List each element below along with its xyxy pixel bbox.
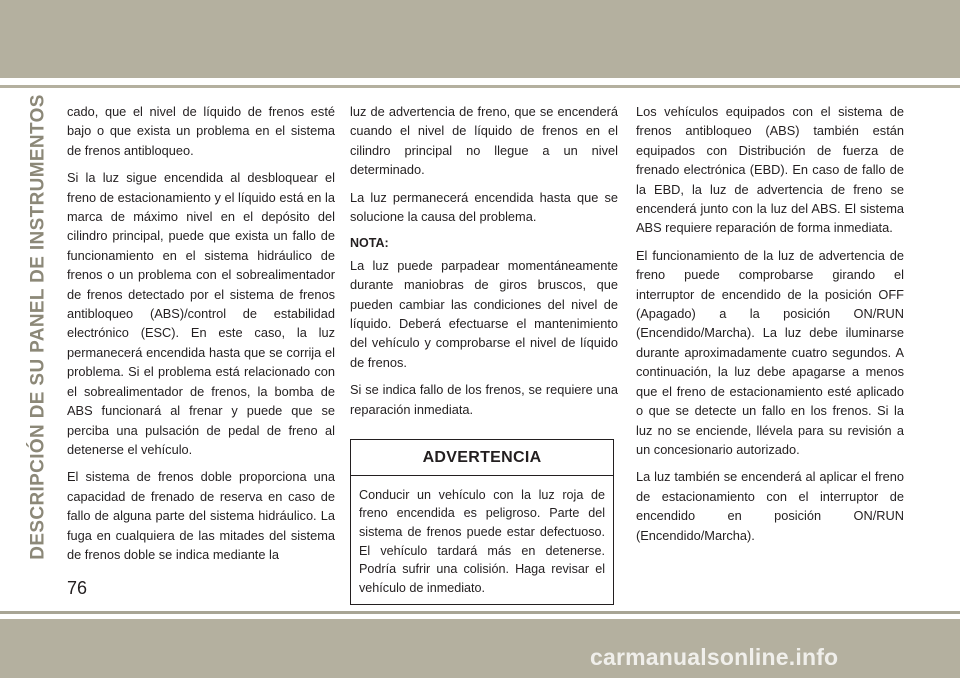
paragraph: La luz permanecerá encendida hasta que se solucione la causa del problema. (350, 189, 618, 225)
paragraph: cado, que el nivel de líquido de frenos esté bajo o que exista un problema en el sistema de frenos antibloqueo. (67, 104, 335, 158)
text-column-2 (350, 102, 618, 605)
page-number: 76 (67, 578, 88, 598)
header-rule (0, 85, 960, 88)
paragraph: Los vehículos equipados con el sistema de frenos antibloqueo (ABS) también están equipados con Distribución de fuerza de frenado electrónica (EBD). En caso de fallo de la EBD, la luz de advertencia de freno se encenderá junto con la luz del ABS. El sistema ABS requiere reparación de forma inmediata. (636, 104, 904, 236)
text-column-1 (67, 102, 335, 572)
footer-rule (0, 611, 960, 614)
section-side-title-text: DESCRIPCIÓN DE SU PANEL DE INSTRUMENTOS (28, 93, 50, 560)
paragraph: La luz también se encenderá al aplicar el freno de estacionamiento con el interruptor de encendido en posición ON/RUN (Encendido/Marcha). (636, 469, 904, 543)
warning-box (350, 439, 614, 605)
paragraph: El sistema de frenos doble proporciona una capacidad de frenado de reserva en caso de fallo de alguna parte del sistema hidráulico. La fuga en cualquiera de las mitades del sistema de frenos doble se indica mediante la (67, 469, 335, 562)
paragraph: luz de advertencia de freno, que se encenderá cuando el nivel de líquido de frenos en el cilindro principal no llegue a un nivel determinado. (350, 104, 618, 178)
note-label: NOTA: (350, 236, 389, 251)
warning-text: Conducir un vehículo con la luz roja de freno encendida es peligroso. Parte del sistema de frenos puede estar defectuoso. El vehículo tardará más en detenerse. Podría sufrir una colisión. Haga revisar el vehículo de inmediato. (359, 487, 605, 596)
note-text: La luz puede parpadear momentáneamente durante maniobras de giros bruscos, que pueden cambiar las condiciones del nivel de líquido. Deberá efectuarse el mantenimiento del vehículo y comprobarse el nivel de líquido de frenos. (350, 257, 618, 370)
paragraph: Si la luz sigue encendida al desbloquear el freno de estacionamiento y el líquido está en la marca de máximo nivel en el depósito del cilindro principal, puede que exista un fallo de funcionamiento en el sistema hidráulico de frenos o un problema con el sobrealimentador de frenos detectado por el sistema de frenos antibloqueo (ABS)/control de estabilidad electrónico (ESC). En este caso, la luz permanecerá encendida hasta que se corrija el problema. Si el problema está relacionado con el sobrealimentador de frenos, la bomba de ABS funcionará al frenar y puede que se perciba una pulsación de pedal de freno al detenerse el vehículo. (67, 170, 335, 457)
text-column-3 (636, 102, 904, 553)
header-band (0, 0, 960, 78)
paragraph: Si se indica fallo de los frenos, se requiere una reparación inmediata. (350, 382, 618, 417)
section-side-title (27, 93, 51, 560)
warning-title: ADVERTENCIA (351, 440, 613, 475)
paragraph: El funcionamiento de la luz de advertencia de freno puede comprobarse girando el interruptor de encendido de la posición OFF (Apagado) a la posición ON/RUN (Encendido/Marcha). La luz debe iluminarse durante aproximadamente cuatro segundos. A continuación, la luz debe apagarse a menos que el freno de estacionamiento esté aplicado o que se detecte un fallo en los frenos. Si la luz no se enciende, llévela para su revisión a un concesionario autorizado. (636, 247, 904, 457)
watermark-text: carmanualsonline.info (590, 644, 839, 670)
